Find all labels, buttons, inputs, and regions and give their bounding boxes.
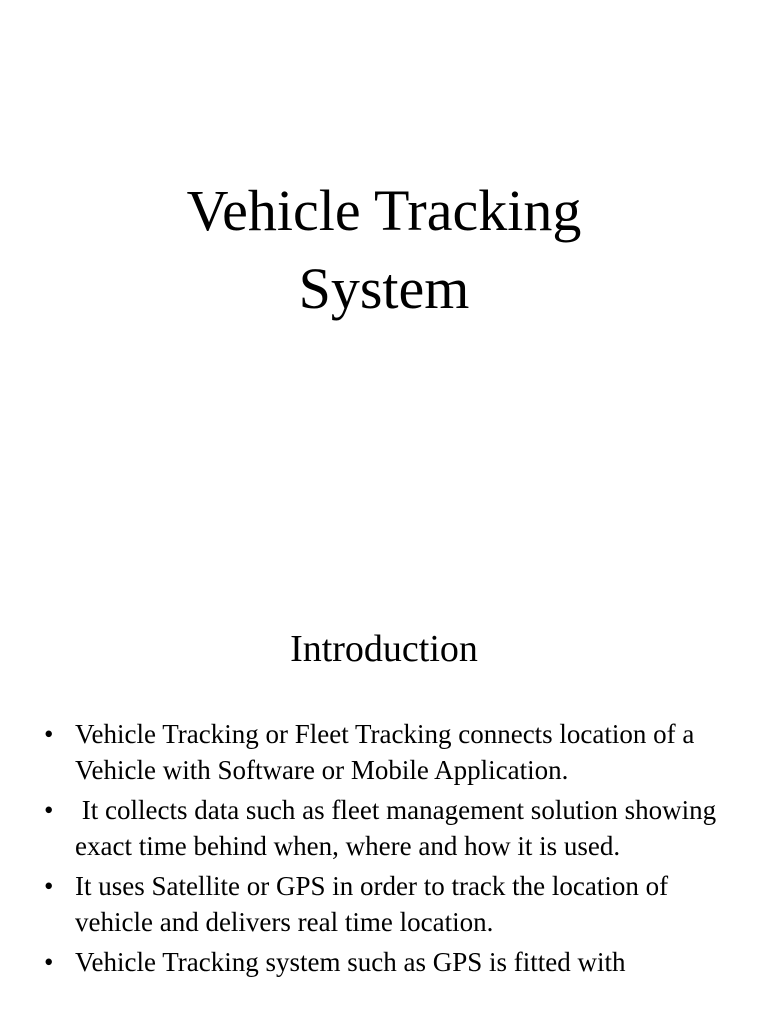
slide-title-line-1: Vehicle Tracking [186,178,582,243]
bullet-item [0,944,768,980]
bullet-item [0,868,768,940]
bullet-text: Vehicle Tracking system such as GPS is fitted with [75,947,626,977]
bullet-text: It collects data such as fleet management solution showing exact time behind when, where and how it is used. [75,795,723,861]
bullet-marker: • [44,947,54,977]
slide-title-line-2: System [298,256,470,321]
bullet-text: Vehicle Tracking or Fleet Tracking connects location of a Vehicle with Software or Mobile Application. [75,719,695,785]
bullet-marker: • [44,795,54,825]
bullet-list [0,716,768,984]
bullet-item [0,792,768,864]
bullet-marker: • [44,871,54,901]
bullet-item [0,716,768,788]
slide-title [0,172,768,328]
section-heading: Introduction [290,628,478,670]
bullet-marker: • [44,719,54,749]
bullet-text: It uses Satellite or GPS in order to track the location of vehicle and delivers real time location. [75,871,669,937]
